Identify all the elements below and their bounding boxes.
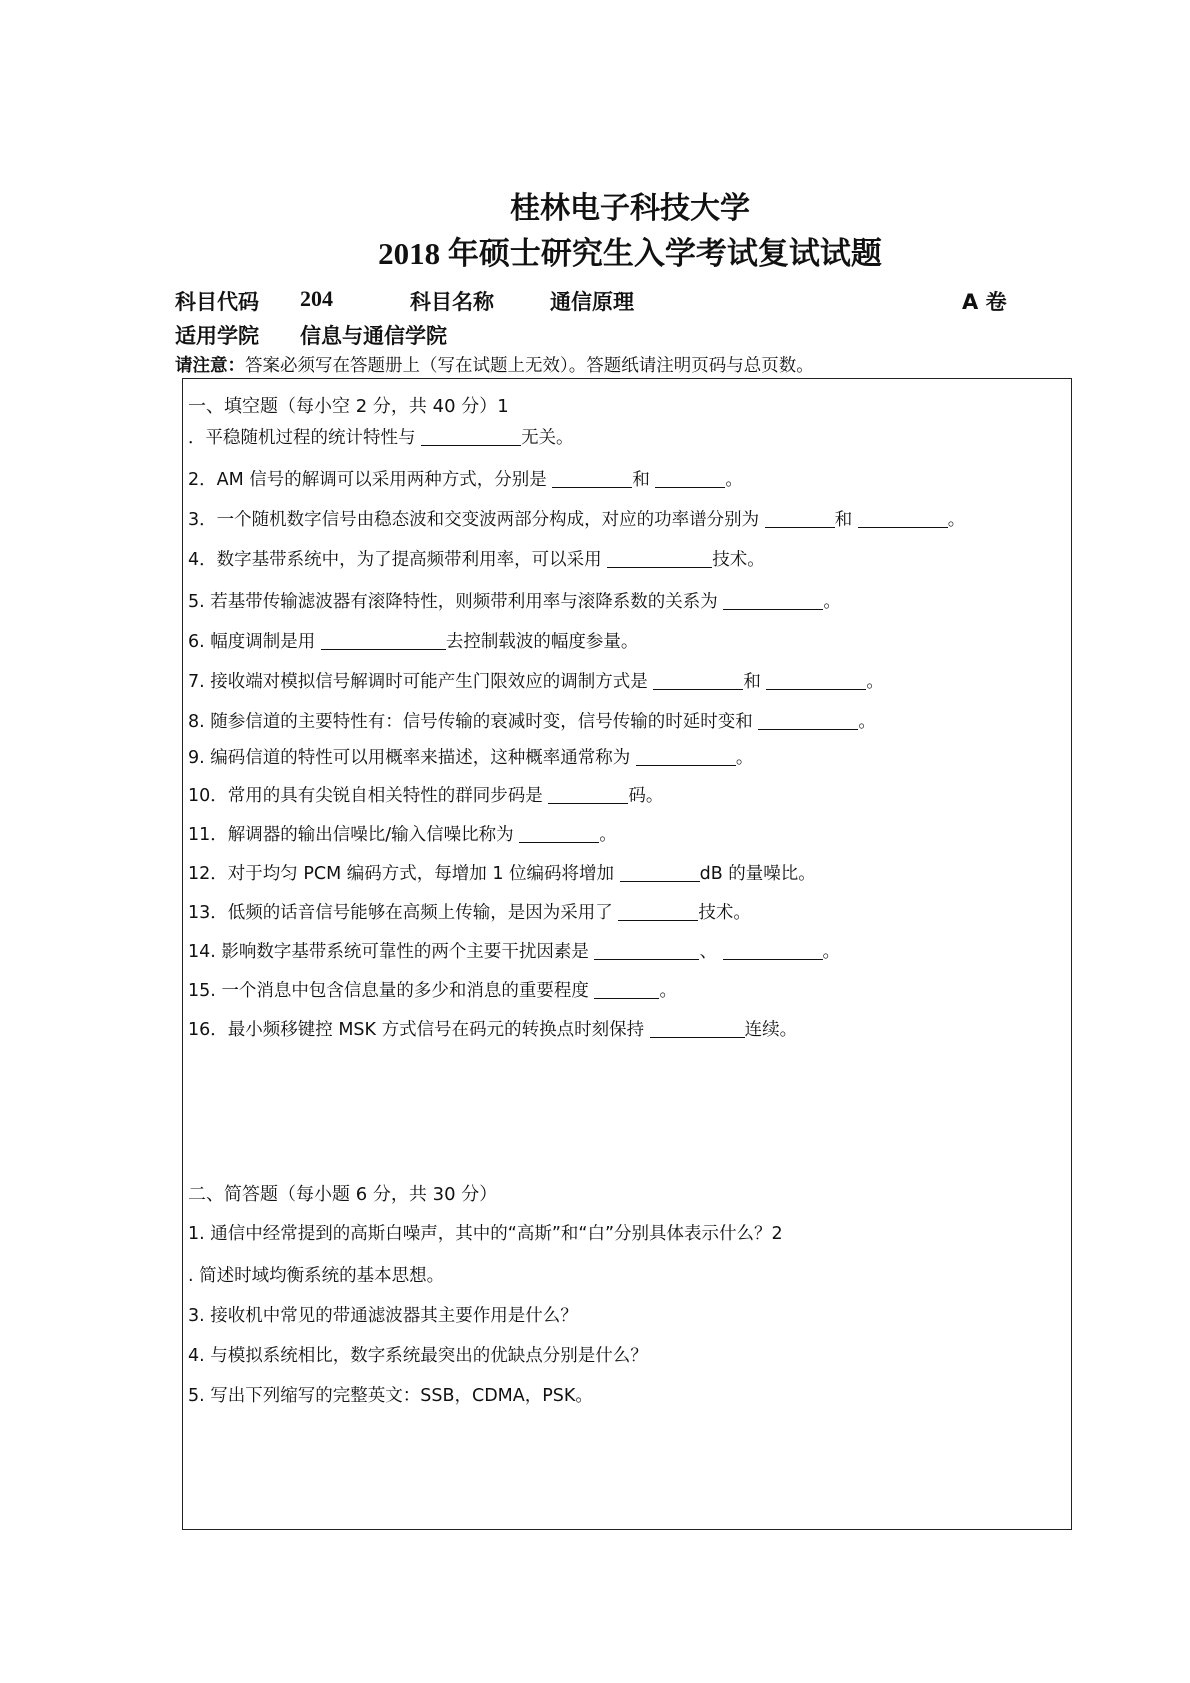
college-label: 适用学院	[175, 324, 259, 348]
answer-blank	[758, 711, 858, 730]
question-text: ．平稳随机过程的统计特性与	[188, 428, 422, 448]
question-text: 技术。	[712, 550, 765, 570]
fill-blank-question	[188, 899, 751, 924]
question-text: 。	[866, 672, 884, 692]
fill-blank-question	[188, 708, 876, 733]
fill-blank-question	[188, 782, 663, 807]
question-text: 6. 幅度调制是用	[188, 632, 321, 652]
answer-blank	[723, 591, 823, 610]
question-text: 14. 影响数字基带系统可靠性的两个主要干扰因素是	[188, 942, 595, 962]
short-answer-question: 3. 接收机中常见的带通滤波器其主要作用是什么？	[188, 1306, 578, 1326]
question-text: 和	[834, 510, 858, 530]
question-text: 和	[632, 470, 656, 490]
question-text: 9. 编码信道的特性可以用概率来描述，这种概率通常称为	[188, 748, 636, 768]
answer-blank	[653, 671, 743, 690]
answer-blank	[723, 941, 823, 960]
subject-name: 通信原理	[550, 290, 634, 314]
question-text: 无关。	[521, 428, 574, 448]
exam-title: 2018 年硕士研究生入学考试复试试题	[378, 236, 882, 271]
answer-blank	[594, 980, 659, 999]
fill-blank-question	[188, 1016, 797, 1041]
question-text: 7. 接收端对模拟信号解调时可能产生门限效应的调制方式是	[188, 672, 654, 692]
question-text: 。	[599, 825, 617, 845]
question-text: 8. 随参信道的主要特性有：信号传输的衰减时变，信号传输的时延时变和	[188, 712, 759, 732]
answer-blank	[607, 549, 712, 568]
question-text: 10．常用的具有尖锐自相关特性的群同步码是	[188, 786, 549, 806]
answer-blank	[765, 509, 835, 528]
answer-blank	[650, 1019, 745, 1038]
answer-blank	[519, 824, 599, 843]
short-answer-question: . 简述时域均衡系统的基本思想。	[188, 1266, 445, 1286]
question-text: 。	[725, 470, 743, 490]
question-text: 2．AM 信号的解调可以采用两种方式，分别是	[188, 470, 553, 490]
question-text: 码。	[628, 786, 664, 806]
fill-blank-question	[188, 506, 965, 531]
answer-blank	[858, 509, 948, 528]
question-text: dB 的量噪比。	[699, 864, 816, 884]
fill-blank-question	[188, 546, 765, 571]
fill-blank-question	[188, 588, 841, 613]
question-text: 。	[823, 592, 841, 612]
paper-version: A 卷	[962, 290, 1007, 314]
question-text: 15. 一个消息中包含信息量的多少和消息的重要程度	[188, 981, 595, 1001]
fill-blank-question	[188, 977, 677, 1002]
question-text: 。	[659, 981, 677, 1001]
question-text: 去控制载波的幅度参量。	[445, 632, 639, 652]
fill-blank-question	[188, 744, 753, 769]
subject-code: 204	[300, 286, 333, 311]
answer-blank	[620, 863, 700, 882]
question-text: 4．数字基带系统中，为了提高频带利用率，可以采用	[188, 550, 608, 570]
fill-blank-question	[188, 821, 617, 846]
short-answer-question: 5. 写出下列缩写的完整英文：SSB，CDMA，PSK。	[188, 1386, 593, 1406]
question-text: 。	[947, 510, 966, 530]
answer-blank	[655, 469, 725, 488]
subject-name-label: 科目名称	[410, 290, 494, 314]
question-text: 5. 若基带传输滤波器有滚降特性，则频带利用率与滚降系数的关系为	[188, 592, 724, 612]
fill-blank-question	[188, 938, 840, 963]
question-text: 。	[735, 748, 754, 768]
answer-blank	[636, 747, 736, 766]
question-text: 。	[858, 712, 876, 732]
answer-blank	[421, 427, 521, 446]
answer-blank	[548, 785, 628, 804]
short-answer-question: 1. 通信中经常提到的高斯白噪声，其中的“高斯”和“白”分别具体表示什么？2	[188, 1224, 783, 1244]
subject-code-label: 科目代码	[175, 290, 259, 314]
question-text: 11．解调器的输出信噪比/输入信噪比称为	[188, 825, 520, 845]
fill-blank-question	[188, 424, 574, 449]
section1-heading: 一、填空题（每小空 2 分，共 40 分）1	[188, 396, 509, 417]
college-name: 信息与通信学院	[300, 324, 447, 348]
question-text: 13．低频的话音信号能够在高频上传输，是因为采用了	[188, 903, 619, 923]
answer-blank	[766, 671, 866, 690]
answer-blank	[552, 469, 632, 488]
fill-blank-question	[188, 668, 884, 693]
question-text: 和	[743, 672, 767, 692]
notice-label: 请注意：	[175, 356, 245, 376]
question-text: 。	[822, 942, 841, 962]
university-title: 桂林电子科技大学	[510, 191, 750, 226]
fill-blank-question	[188, 628, 638, 653]
question-text: 、	[699, 942, 723, 962]
question-text: 技术。	[698, 903, 751, 923]
notice	[175, 352, 814, 377]
answer-blank	[618, 902, 698, 921]
fill-blank-question	[188, 860, 816, 885]
answer-blank	[594, 941, 699, 960]
question-text: 3．一个随机数字信号由稳态波和交变波两部分构成，对应的功率谱分别为	[188, 510, 765, 530]
answer-blank	[321, 631, 446, 650]
fill-blank-question	[188, 466, 743, 491]
question-text: 12．对于均匀 PCM 编码方式，每增加 1 位编码将增加	[188, 864, 620, 884]
notice-text: 答案必须写在答题册上（写在试题上无效）。答题纸请注明页码与总页数。	[245, 356, 814, 376]
section2-heading: 二、简答题（每小题 6 分，共 30 分）	[188, 1184, 498, 1205]
question-text: 16．最小频移键控 MSK 方式信号在码元的转换点时刻保持	[188, 1020, 650, 1040]
short-answer-question: 4. 与模拟系统相比，数字系统最突出的优缺点分别是什么？	[188, 1346, 648, 1366]
question-text: 连续。	[744, 1020, 798, 1040]
